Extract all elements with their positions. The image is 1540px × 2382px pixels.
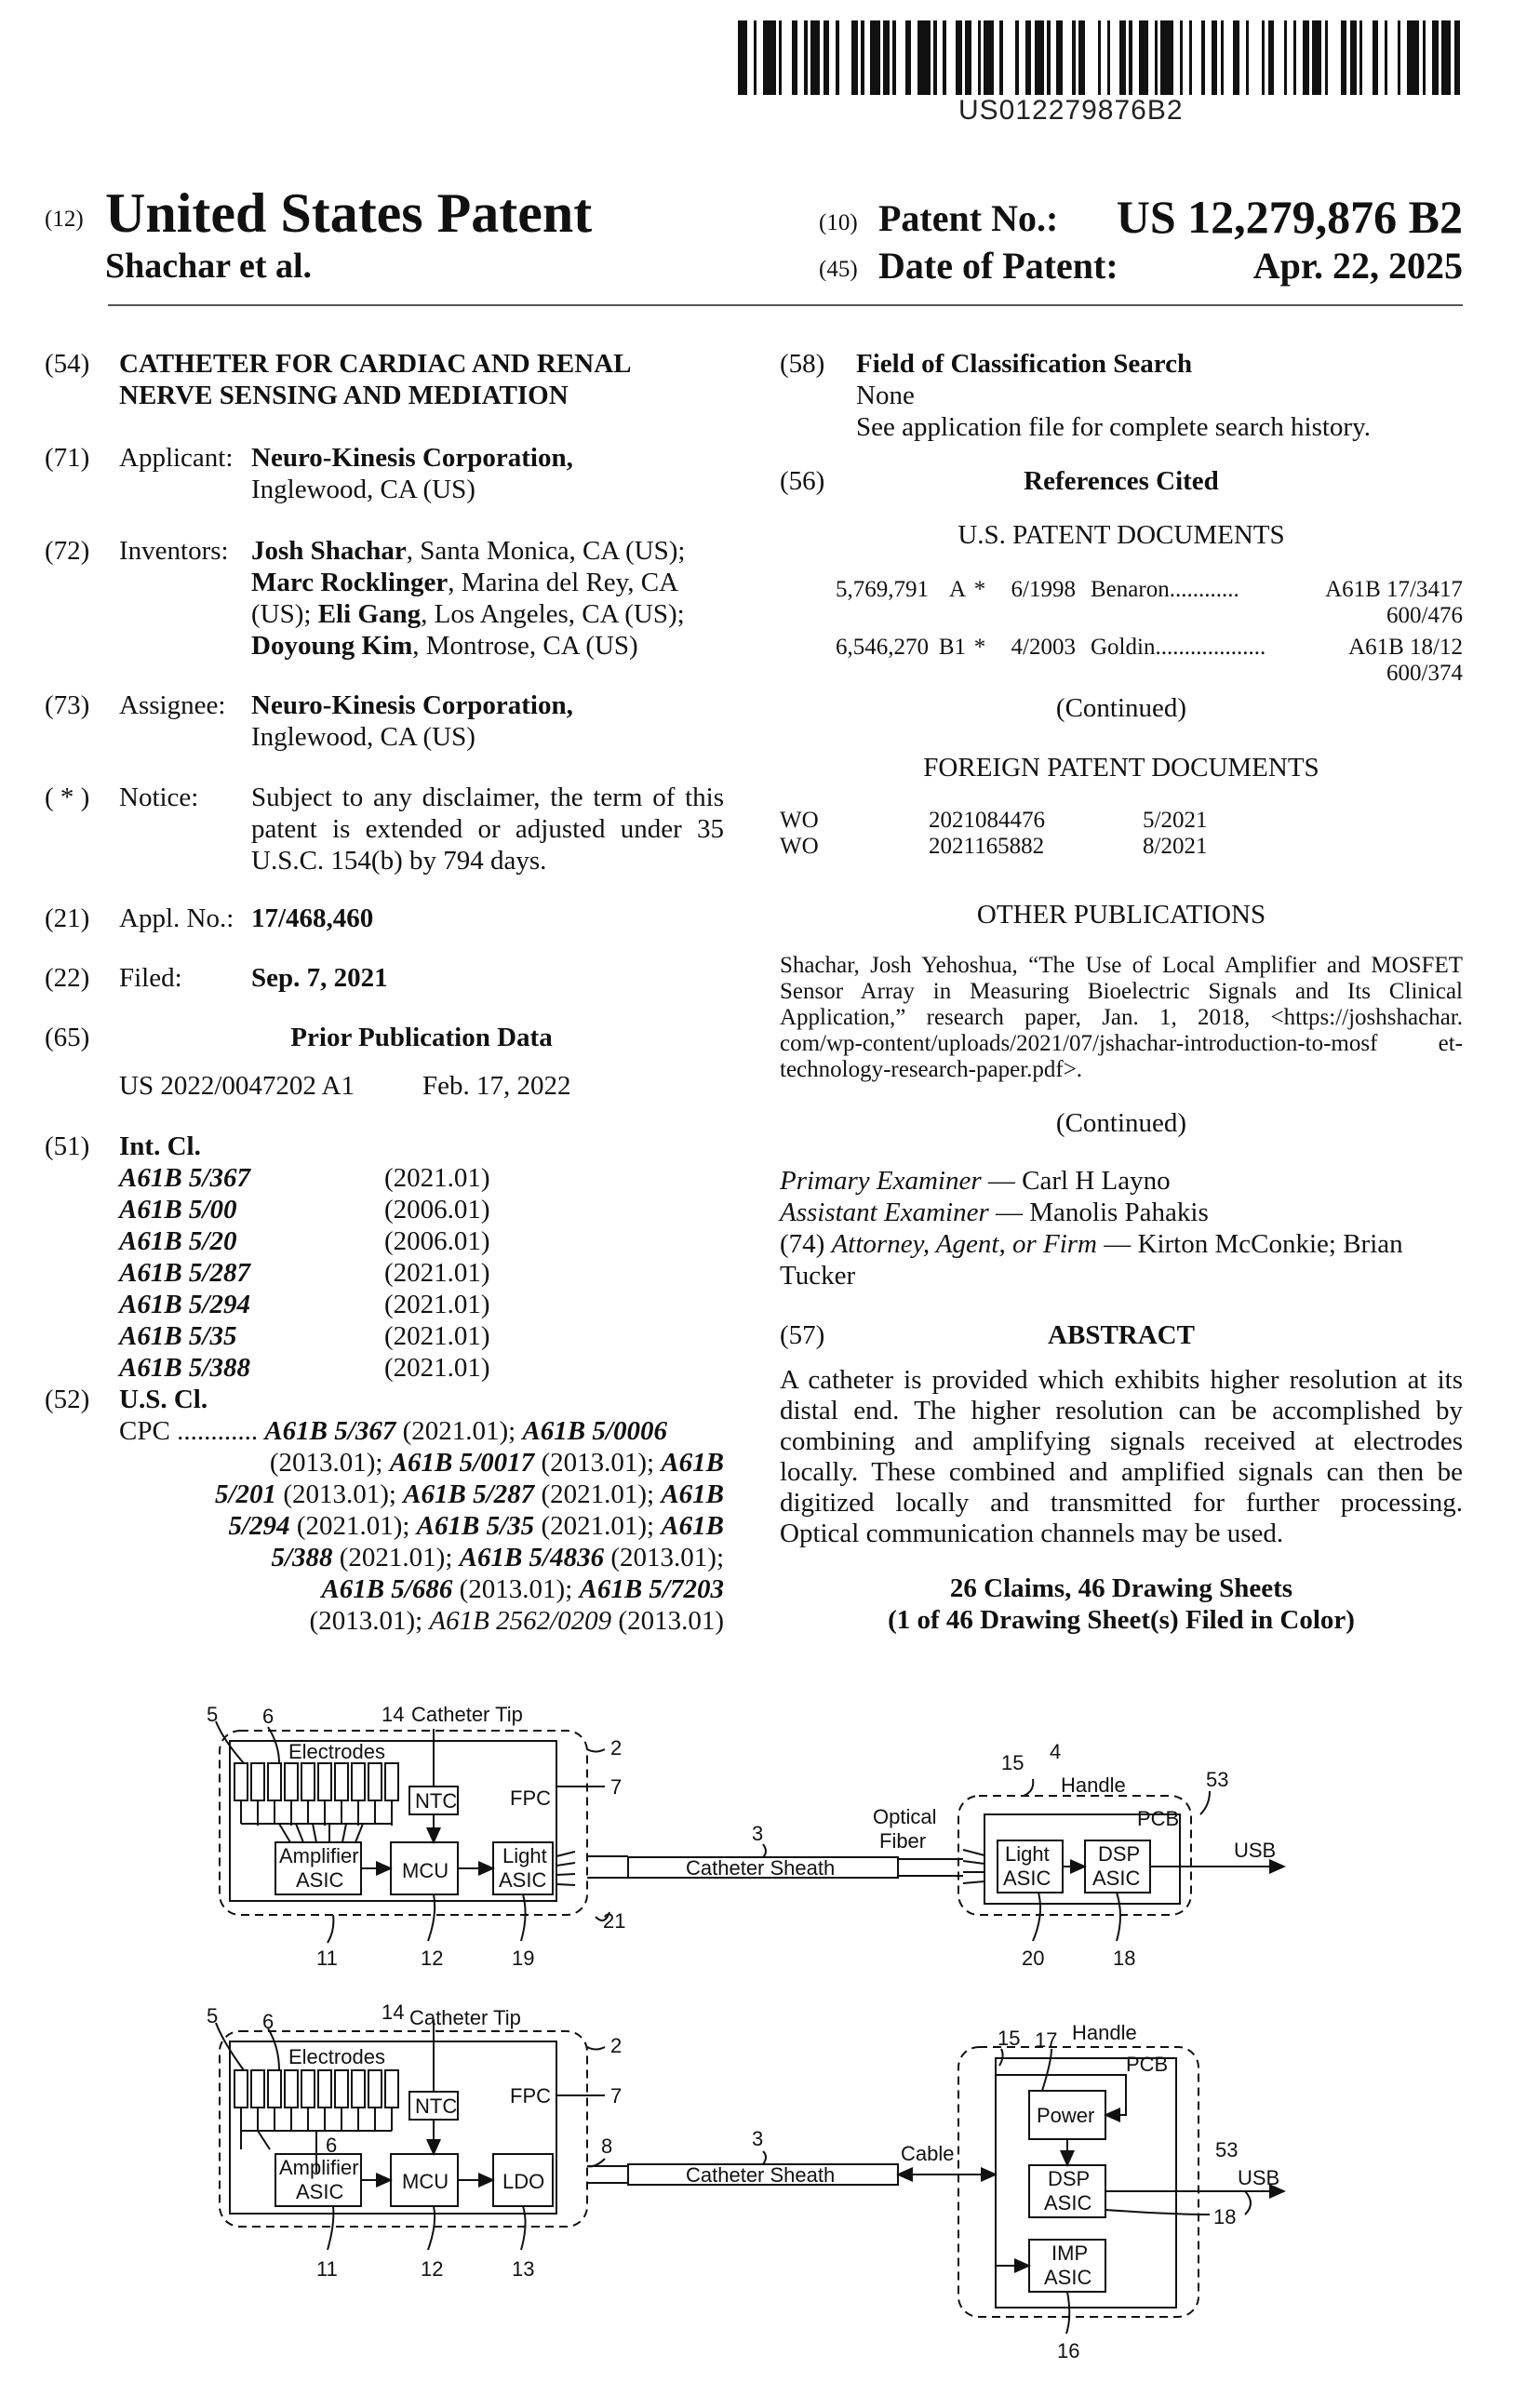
invention-title-line2: NERVE SENSING AND MEDIATION: [119, 381, 569, 410]
cpc-code: A61B: [661, 1511, 724, 1541]
assistant-examiner-name: — Manolis Pahakis: [988, 1198, 1209, 1227]
other-pub-line: Shachar, Josh Yehoshua, “The Use of Local Amplifier and MOSFET: [780, 953, 1463, 978]
other-publication: [780, 953, 1463, 1083]
ref-20: 20: [1022, 1947, 1045, 1970]
ref-12: 12: [421, 1947, 444, 1970]
primary-examiner-label: Primary Examiner: [780, 1166, 982, 1196]
foreign-docs-heading: FOREIGN PATENT DOCUMENTS: [923, 753, 1319, 783]
applicant: [251, 442, 573, 505]
authors: Shachar et al.: [105, 247, 313, 286]
us-patent-docs-heading: U.S. PATENT DOCUMENTS: [957, 520, 1285, 550]
other-pubs-heading: OTHER PUBLICATIONS: [976, 900, 1266, 930]
inventor-2-name: Marc Rocklinger: [251, 568, 449, 597]
optical-label: Optical: [873, 1805, 937, 1828]
cpc-year: (2013.01);: [534, 1448, 662, 1478]
amplifier-label: Amplifier: [279, 1844, 359, 1867]
foreign-date: 8/2021: [1143, 834, 1208, 859]
mcu-label-2: MCU: [402, 2170, 449, 2193]
light-label: Light: [502, 1844, 547, 1867]
code-10: (10): [819, 210, 858, 235]
handle-light-asic-label: ASIC: [1003, 1867, 1051, 1890]
int-cl-code: A61B 5/00: [119, 1195, 237, 1224]
cpc-code: A61B 5/0006: [522, 1416, 667, 1446]
code-21: (21): [45, 903, 90, 933]
code-56: (56): [780, 466, 825, 496]
document-title: United States Patent: [105, 182, 593, 244]
ref-11-b: 11: [316, 2257, 338, 2281]
ref-6-inner: 6: [326, 2134, 338, 2157]
foreign-date: 5/2021: [1143, 808, 1208, 833]
code-12: (12): [45, 207, 84, 232]
amplifier-asic-label-2: ASIC: [296, 2180, 344, 2203]
ref-number: 5,769,791: [836, 577, 929, 602]
int-cl-row: [119, 1257, 490, 1289]
appl-no-label: Appl. No.:: [119, 903, 234, 933]
mcu-label: MCU: [402, 1859, 449, 1882]
ref-2-b: 2: [610, 2034, 623, 2057]
cpc-year: (2013.01);: [604, 1543, 724, 1572]
figure-top-labels: [207, 1703, 1276, 1970]
cpc-year: (2013.01): [611, 1606, 724, 1636]
int-cl-row: [119, 1289, 490, 1320]
patent-number-label: Patent No.:: [878, 197, 1059, 239]
int-cl-year: (2021.01): [384, 1163, 490, 1193]
prior-pub-heading: Prior Publication Data: [290, 1023, 553, 1052]
other-pub-line: Sensor Array in Measuring Bioelectric Signals and Its Clinical: [780, 979, 1463, 1004]
assignee-label: Assignee:: [119, 690, 226, 720]
int-cl-code: A61B 5/35: [119, 1321, 237, 1351]
cpc-year: (2021.01);: [332, 1543, 460, 1572]
continued-1: (Continued): [1055, 693, 1187, 723]
ref-21: 21: [603, 1909, 626, 1933]
assignee-location: Inglewood, CA (US): [251, 722, 475, 752]
int-cl-row: [119, 1320, 490, 1352]
attorney-code: (74): [780, 1229, 832, 1259]
amplifier-label-2: Amplifier: [279, 2156, 359, 2179]
handle-light-label: Light: [1005, 1842, 1050, 1866]
cpc-year: (2013.01);: [269, 1448, 390, 1478]
notice-text: [251, 782, 724, 877]
int-cl-code: A61B 5/20: [119, 1226, 237, 1256]
ref-15-b: 15: [998, 2027, 1021, 2050]
cpc-code: 5/201: [215, 1479, 277, 1509]
abstract-text: [780, 1365, 1463, 1549]
cpc-year: (2021.01);: [289, 1511, 417, 1541]
applicant-name: Neuro-Kinesis Corporation,: [251, 443, 573, 473]
cpc-code: 5/294: [228, 1511, 290, 1541]
ref-dots: ...................: [1155, 635, 1266, 660]
code-58: (58): [780, 349, 825, 379]
usb-label: USB: [1234, 1839, 1277, 1862]
ref-16: 16: [1057, 2339, 1080, 2362]
other-pub-line: Application,” research paper, Jan. 1, 2018, <https://joshshachar.: [780, 1005, 1463, 1030]
ref-11: 11: [316, 1947, 338, 1970]
ntc-label-2: NTC: [415, 2094, 458, 2118]
other-pub-line: technology-research-paper.pdf>.: [780, 1057, 1083, 1082]
power-label: Power: [1037, 2104, 1095, 2127]
fpc-label-2: FPC: [510, 2084, 551, 2108]
ref-3: 3: [752, 1822, 764, 1845]
abstract-line: A catheter is provided which exhibits higher resolution at its: [780, 1365, 1463, 1395]
us-references: [780, 577, 1463, 692]
cpc-classification: [119, 1415, 724, 1637]
cpc-year: (2021.01);: [534, 1511, 662, 1541]
code-57: (57): [780, 1320, 825, 1350]
abstract-line: locally. These combined and amplified signals can then be: [780, 1457, 1463, 1487]
ref-15: 15: [1001, 1751, 1024, 1774]
fiber-label: Fiber: [879, 1829, 927, 1853]
continued-2: (Continued): [1055, 1108, 1187, 1138]
catheter-tip-label-2: Catheter Tip: [409, 2006, 521, 2029]
cpc-year: (2013.01);: [309, 1606, 430, 1636]
ref-53: 53: [1206, 1768, 1229, 1791]
foreign-references: [780, 808, 1463, 860]
int-cl-label: Int. Cl.: [119, 1131, 201, 1161]
invention-title-line1: CATHETER FOR CARDIAC AND RENAL: [119, 349, 632, 379]
ref-date: 6/1998: [1011, 577, 1076, 602]
cpc-year: (2021.01);: [534, 1479, 662, 1509]
notice-label: Notice:: [119, 783, 199, 812]
cpc-code: A61B: [661, 1479, 724, 1509]
dsp-asic-label-2: ASIC: [1044, 2191, 1092, 2215]
ref-dots: ............: [1169, 577, 1239, 602]
ref-8: 8: [601, 2134, 613, 2158]
field-of-search-note: See application file for complete search history.: [856, 412, 1371, 442]
foreign-reference-row: [780, 834, 1463, 860]
inventor-1-location: , Santa Monica, CA (US);: [406, 536, 686, 566]
int-cl-list: [119, 1162, 490, 1384]
cpc-code: A61B 5/4836: [459, 1543, 605, 1572]
ref-12-b: 12: [421, 2257, 444, 2281]
int-cl-year: (2021.01): [384, 1258, 490, 1288]
ref-7-b: 7: [610, 2084, 623, 2108]
prior-pub-number: US 2022/0047202 A1: [119, 1071, 355, 1101]
ref-2: 2: [610, 1736, 623, 1760]
prior-pub-date: Feb. 17, 2022: [422, 1071, 571, 1101]
date-of-patent-label: Date of Patent:: [878, 245, 1118, 287]
electrode-array: [234, 1763, 398, 1842]
cpc-code: A61B 2562/0209: [429, 1606, 612, 1636]
ref-date: 4/2003: [1011, 635, 1076, 660]
ref-5-b: 5: [207, 2004, 219, 2027]
foreign-country: WO: [780, 808, 819, 833]
inventors: [251, 535, 726, 662]
ref-class: A61B 18/12: [1348, 635, 1463, 660]
int-cl-year: (2006.01): [384, 1226, 490, 1256]
ref-13: 13: [512, 2257, 535, 2281]
inventor-4-location: , Montrose, CA (US): [412, 631, 638, 661]
ref-name: Benaron: [1091, 577, 1170, 602]
ref-5: 5: [207, 1703, 219, 1726]
int-cl-code: A61B 5/388: [119, 1353, 250, 1383]
assignee-name: Neuro-Kinesis Corporation,: [251, 690, 573, 720]
attorney-name: — Kirton McConkie; Brian: [1097, 1229, 1403, 1259]
filed-label: Filed:: [119, 963, 182, 993]
abstract-line: Optical communication channels may be used.: [780, 1519, 1284, 1548]
ref-class-2: 600/476: [1386, 603, 1463, 628]
foreign-number: 2021084476: [929, 808, 1045, 833]
int-cl-code: A61B 5/294: [119, 1290, 250, 1319]
code-22: (22): [45, 963, 90, 993]
ref-7: 7: [610, 1775, 623, 1799]
ref-number: 6,546,270: [836, 635, 929, 660]
field-of-search: [856, 348, 1371, 443]
applicant-label: Applicant:: [119, 443, 234, 473]
patent-number: US 12,279,876 B2: [1116, 191, 1463, 243]
int-cl-row: [119, 1225, 490, 1257]
dsp-label: DSP: [1098, 1842, 1141, 1866]
ref-6: 6: [262, 1705, 275, 1728]
code-71: (71): [45, 443, 90, 473]
cpc-code: A61B 5/287: [403, 1479, 535, 1509]
abstract-line: distal end. The higher resolution can be accomplished by: [780, 1396, 1463, 1425]
cpc-code: A61B 5/0017: [389, 1448, 535, 1478]
abstract-line: combining and amplifying signals received at electrodes: [780, 1426, 1463, 1456]
int-cl-code: A61B 5/287: [119, 1258, 250, 1288]
us-reference-row: [780, 577, 1463, 629]
code-52: (52): [45, 1385, 90, 1414]
attorney: [780, 1228, 1403, 1260]
cpc-code: A61B: [661, 1448, 724, 1478]
primary-examiner-name: — Carl H Layno: [981, 1166, 1171, 1196]
ref-kind: A: [948, 577, 966, 602]
other-pub-line: com/wp-content/uploads/2021/07/jshachar-introduction-to-mosf et-: [780, 1031, 1463, 1056]
inventor-2-location-cont: (US);: [251, 599, 312, 629]
barcode: [738, 20, 1464, 95]
fpc-label: FPC: [510, 1786, 551, 1810]
dsp-label-2: DSP: [1048, 2167, 1091, 2190]
attorney-cont: Tucker: [780, 1261, 856, 1291]
code-45: (45): [819, 257, 858, 282]
dsp-asic-label: ASIC: [1092, 1867, 1141, 1890]
handle-label-2: Handle: [1072, 2021, 1137, 2044]
cpc-code: A61B 5/35: [416, 1511, 535, 1541]
ref-class-2: 600/374: [1386, 661, 1463, 686]
attorney-label: Attorney, Agent, or Firm: [831, 1229, 1097, 1259]
int-cl-code: A61B 5/367: [119, 1163, 250, 1193]
code-51: (51): [45, 1131, 90, 1161]
assistant-examiner: [780, 1197, 1209, 1228]
code-72: (72): [45, 536, 90, 566]
int-cl-year: (2021.01): [384, 1353, 490, 1383]
inventor-1-name: Josh Shachar: [251, 536, 407, 566]
cpc-code: A61B 5/686: [321, 1574, 453, 1604]
cpc-dots: ............: [169, 1416, 265, 1446]
invention-title: [119, 348, 632, 411]
int-cl-row: [119, 1162, 490, 1194]
cpc-code: 5/388: [271, 1543, 333, 1572]
cpc-year: (2013.01);: [452, 1574, 580, 1604]
int-cl-row: [119, 1194, 490, 1225]
int-cl-year: (2006.01): [384, 1195, 490, 1224]
assignee: [251, 689, 573, 753]
primary-examiner: [780, 1165, 1171, 1197]
abstract-heading: ABSTRACT: [1048, 1320, 1195, 1350]
claims-line: 26 Claims, 46 Drawing Sheets: [949, 1573, 1293, 1603]
ref-14: 14: [382, 1703, 405, 1726]
imp-asic-label: ASIC: [1044, 2266, 1092, 2289]
inventors-label: Inventors:: [119, 536, 229, 566]
ntc-label: NTC: [415, 1789, 458, 1813]
catheter-sheath-label: Catheter Sheath: [686, 1856, 836, 1880]
ref-17: 17: [1035, 2028, 1058, 2052]
catheter-tip-label: Catheter Tip: [411, 1703, 523, 1726]
date-of-patent: Apr. 22, 2025: [1252, 245, 1463, 287]
cpc-code: A61B 5/367: [264, 1416, 396, 1446]
us-cl-label: U.S. Cl.: [119, 1385, 208, 1414]
appl-no: 17/468,460: [251, 903, 374, 933]
ref-star: *: [973, 577, 986, 602]
inventor-2-location: , Marina del Rey, CA: [448, 568, 679, 597]
cable-label: Cable: [901, 2142, 955, 2165]
filed-date: Sep. 7, 2021: [251, 963, 388, 993]
cpc-year: (2021.01);: [395, 1416, 523, 1446]
foreign-number: 2021165882: [929, 834, 1045, 859]
barcode-number: US012279876B2: [958, 95, 1184, 126]
pcb-label-2: PCB: [1126, 2053, 1169, 2076]
ref-19: 19: [512, 1947, 535, 1970]
ref-18-b: 18: [1213, 2205, 1237, 2228]
handle-label: Handle: [1061, 1773, 1126, 1797]
electrodes-label: Electrodes: [288, 1740, 385, 1763]
code-65: (65): [45, 1023, 90, 1052]
field-of-search-none: None: [856, 381, 915, 410]
usb-label-2: USB: [1238, 2166, 1280, 2189]
int-cl-year: (2021.01): [384, 1290, 490, 1319]
amplifier-asic-label: ASIC: [296, 1868, 344, 1892]
catheter-sheath-label-2: Catheter Sheath: [686, 2163, 836, 2187]
notice-line2: patent is extended or adjusted under 35: [251, 814, 724, 844]
inventor-3-name: Eli Gang: [317, 599, 422, 629]
int-cl-year: (2021.01): [384, 1321, 490, 1351]
references-heading: References Cited: [1024, 466, 1219, 496]
ref-18: 18: [1113, 1947, 1136, 1970]
ldo-label: LDO: [502, 2170, 545, 2193]
representative-figure: [0, 1666, 1540, 2382]
cpc-label: CPC: [119, 1416, 170, 1446]
foreign-reference-row: [780, 808, 1463, 834]
ref-class: A61B 17/3417: [1325, 577, 1463, 602]
field-of-search-heading: Field of Classification Search: [856, 349, 1193, 379]
applicant-location: Inglewood, CA (US): [251, 475, 475, 504]
int-cl-row: [119, 1352, 490, 1384]
notice-line1: Subject to any disclaimer, the term of this: [251, 783, 724, 812]
light-asic-label: ASIC: [499, 1868, 547, 1892]
ref-name: Goldin: [1091, 635, 1156, 660]
assistant-examiner-label: Assistant Examiner: [780, 1198, 989, 1227]
code-54: (54): [45, 349, 90, 379]
electrodes-label-2: Electrodes: [288, 2045, 385, 2068]
pcb-label: PCB: [1137, 1807, 1180, 1830]
foreign-country: WO: [780, 834, 819, 859]
code-notice: ( * ): [45, 783, 90, 812]
us-reference-row: [780, 635, 1463, 687]
cpc-code: A61B 5/7203: [579, 1574, 724, 1604]
code-73: (73): [45, 690, 90, 720]
imp-label: IMP: [1051, 2241, 1089, 2265]
ref-14-b: 14: [382, 2001, 405, 2024]
color-sheets-line: (1 of 46 Drawing Sheet(s) Filed in Color): [888, 1605, 1355, 1635]
ref-kind: B1: [938, 635, 966, 660]
cpc-year: (2013.01);: [276, 1479, 404, 1509]
ref-3-b: 3: [752, 2127, 764, 2150]
ref-4: 4: [1050, 1740, 1062, 1763]
inventor-4-name: Doyoung Kim: [251, 631, 413, 661]
abstract-line: digitized locally and transmitted for further processing.: [780, 1488, 1463, 1518]
ref-53-b: 53: [1215, 2138, 1239, 2161]
header-divider: [108, 304, 1463, 306]
ref-star: *: [973, 635, 986, 660]
inventor-3-location: , Los Angeles, CA (US);: [421, 599, 685, 629]
notice-line3: U.S.C. 154(b) by 794 days.: [251, 846, 547, 876]
ref-6-b: 6: [262, 2010, 275, 2033]
